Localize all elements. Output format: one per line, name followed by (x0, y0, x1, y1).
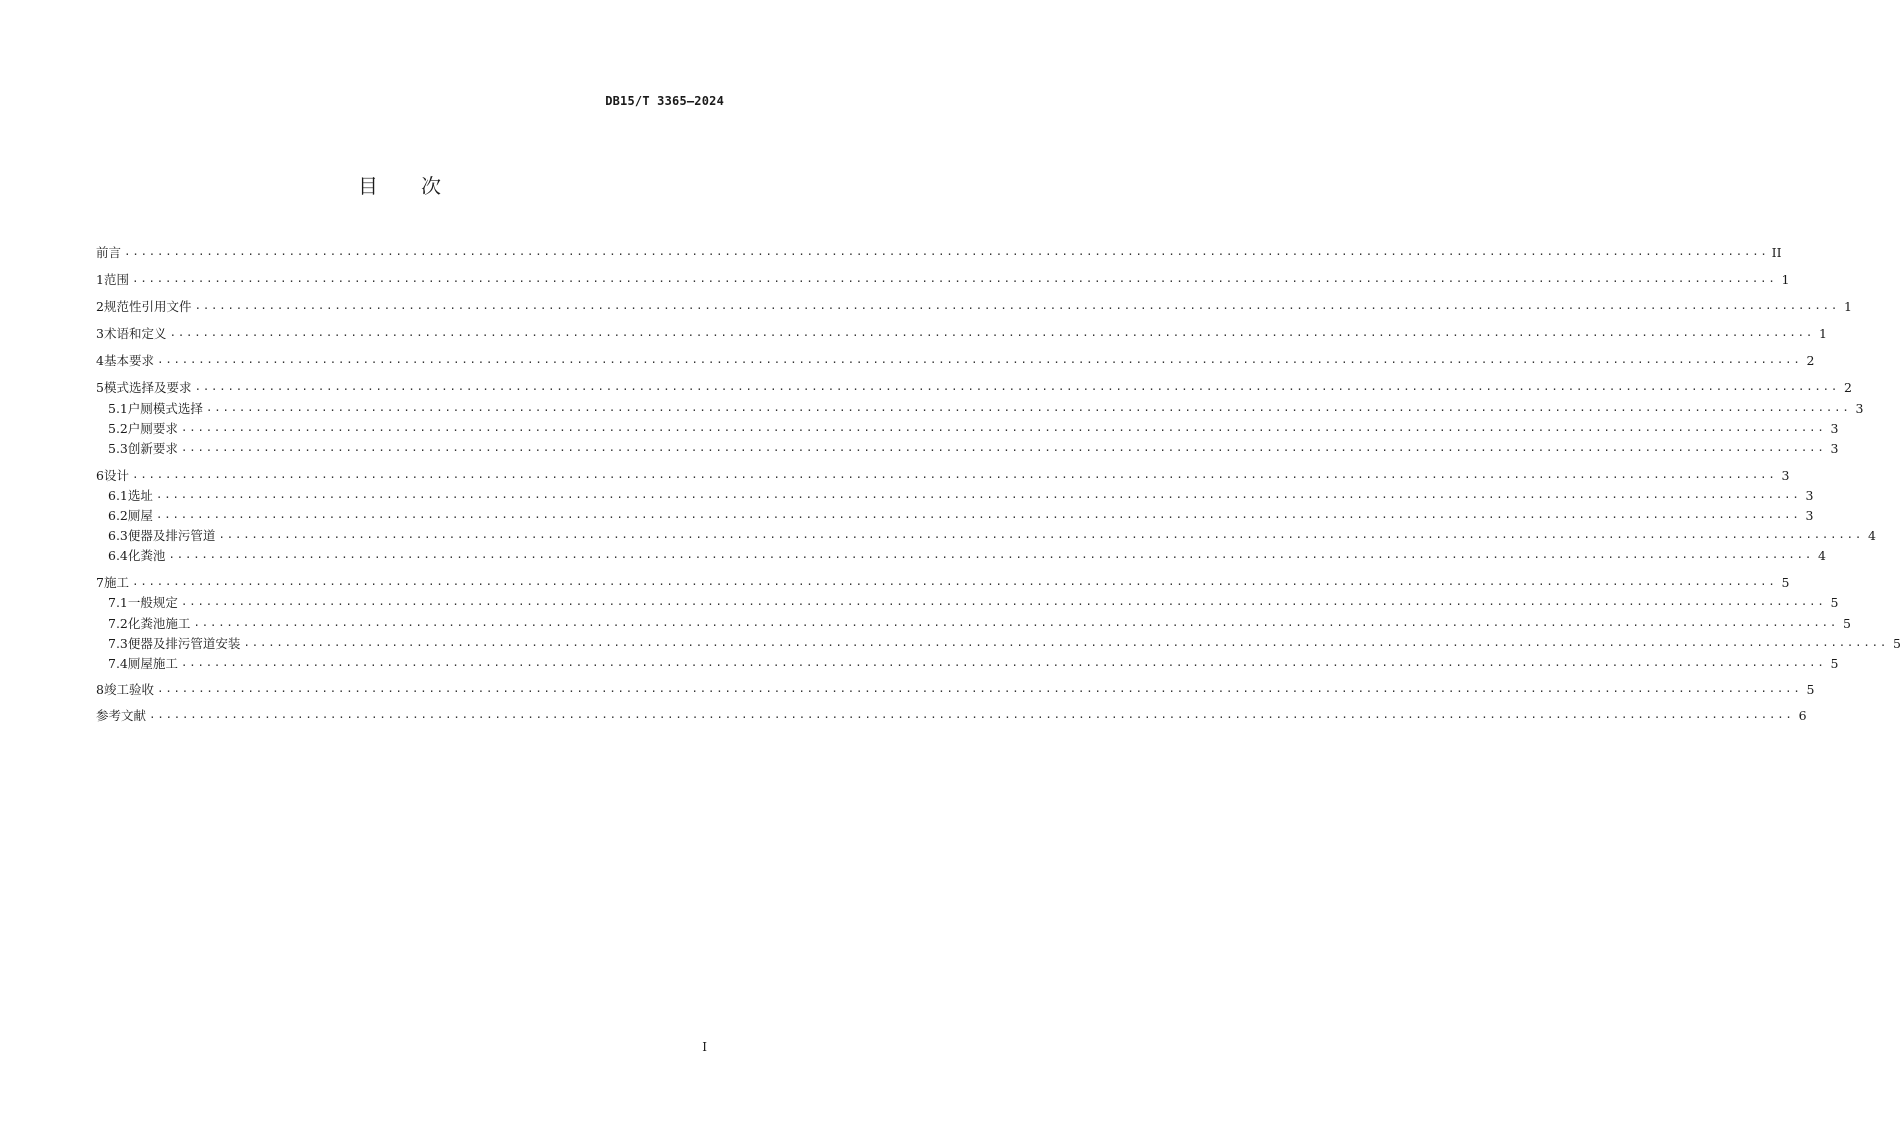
toc-leader-dots: ........................................................................................................................................................................................................ (149, 708, 1794, 721)
toc-entry-number: 7.3 (108, 635, 128, 651)
toc-entry-page: 3 (1781, 467, 1790, 483)
toc-entry-page: 5 (1781, 574, 1790, 590)
toc-entry-page: 2 (1844, 379, 1852, 395)
toc-entry-7-1[interactable] (108, 592, 1839, 612)
toc-leader-dots: ........................................................................................................................................................................................................ (156, 682, 1802, 695)
toc-title-part1: 目 (358, 174, 379, 198)
toc-entry-label: 基本要求 (103, 353, 154, 368)
toc-entry-page: II (1771, 244, 1782, 260)
toc-entry-label: 厕屋 (127, 508, 153, 523)
toc-entry-number: 5.1 (108, 400, 128, 416)
toc-entry-label: 竣工验收 (103, 682, 154, 697)
toc-entry-number: 1 (96, 271, 104, 287)
toc-leader-dots: ........................................................................................................................................................................................................ (194, 380, 1839, 393)
toc-entry-number: 3 (96, 325, 104, 341)
toc-entry-label: 术语和定义 (103, 326, 167, 341)
toc-entry-label: 创新要求 (127, 441, 178, 456)
toc-leader-dots: ........................................................................................................................................................................................................ (193, 616, 1838, 629)
toc-entry-6-2[interactable] (108, 505, 1814, 525)
toc-entry-6-3[interactable] (108, 525, 1876, 545)
toc-entry-page: 6 (1798, 707, 1807, 723)
toc-entry-label: 户厕要求 (127, 421, 178, 436)
toc-entry-8[interactable] (96, 679, 1815, 699)
toc-leader-dots: ........................................................................................................................................................................................................ (155, 488, 1801, 501)
toc-entry-5-1[interactable] (108, 398, 1864, 418)
toc-entry-2[interactable] (96, 296, 1852, 316)
toc-leader-dots: ........................................................................................................................................................................................................ (131, 272, 1777, 285)
toc-entry-number: 6.1 (108, 487, 128, 503)
toc-entry-number: 6.2 (108, 507, 128, 523)
toc-entry-0[interactable] (96, 242, 1782, 262)
toc-leader-dots: ........................................................................................................................................................................................................ (156, 353, 1802, 366)
toc-entry-number: 7.1 (108, 594, 128, 610)
toc-entry-7-3[interactable] (108, 633, 1901, 653)
toc-entry-label: 设计 (103, 468, 129, 483)
toc-entry-4[interactable] (96, 350, 1815, 370)
toc-leader-dots: ........................................................................................................................................................................................................ (218, 528, 1863, 541)
toc-entry-page: 3 (1830, 420, 1839, 436)
toc-leader-dots: ........................................................................................................................................................................................................ (131, 468, 1777, 481)
toc-entry-number: 5.2 (108, 420, 128, 436)
toc-entry-label: 便器及排污管道安装 (127, 636, 241, 651)
toc-entry-5[interactable] (96, 377, 1852, 397)
toc-entry-label: 前言 (96, 245, 122, 260)
toc-entry-label: 厕屋施工 (127, 656, 178, 671)
toc-entry-3[interactable] (96, 323, 1827, 343)
toc-entry-number: 4 (96, 352, 104, 368)
toc-entry-1[interactable] (96, 269, 1790, 289)
toc-entry-number: 6.4 (108, 547, 128, 563)
toc-entry-page: 5 (1842, 615, 1851, 631)
toc-entry-number: 7.4 (108, 655, 128, 671)
toc-title (0, 170, 800, 199)
document-code: DB15/T 3365—2024 (605, 94, 724, 108)
toc-leader-dots: ........................................................................................................................................................................................................ (243, 636, 1888, 649)
toc-entry-page: 4 (1817, 547, 1826, 563)
toc-entry-label: 化粪池 (127, 548, 166, 563)
toc-entry-page: 5 (1830, 594, 1839, 610)
toc-leader-dots: ........................................................................................................................................................................................................ (180, 441, 1826, 454)
toc-entry-5-3[interactable] (108, 438, 1839, 458)
toc-entry-page: 5 (1830, 655, 1839, 671)
toc-entry-number: 5.3 (108, 440, 128, 456)
toc-entry-page: 3 (1855, 400, 1864, 416)
toc-entry-label: 选址 (127, 488, 153, 503)
toc-entry-label: 范围 (103, 272, 129, 287)
toc-leader-dots: ........................................................................................................................................................................................................ (180, 595, 1826, 608)
toc-entry-page: 4 (1867, 527, 1876, 543)
toc-leader-dots: ........................................................................................................................................................................................................ (169, 326, 1814, 339)
toc-entry-6-4[interactable] (108, 545, 1826, 565)
toc-entry-number: 7 (96, 574, 104, 590)
toc-entry-page: 1 (1819, 325, 1827, 341)
toc-entry-7[interactable] (96, 572, 1790, 592)
toc-leader-dots: ........................................................................................................................................................................................................ (131, 575, 1777, 588)
toc-entry-number: 2 (96, 298, 104, 314)
toc-entry-number: 8 (96, 681, 104, 697)
toc-entry-7-2[interactable] (108, 613, 1851, 633)
toc-leader-dots: ........................................................................................................................................................................................................ (180, 421, 1826, 434)
toc-entry-6-1[interactable] (108, 485, 1814, 505)
toc-entry-number: 6.3 (108, 527, 128, 543)
toc-entry-20[interactable] (96, 705, 1807, 725)
toc-entry-number: 6 (96, 467, 104, 483)
toc-entry-label: 化粪池施工 (127, 616, 191, 631)
toc-entry-label: 规范性引用文件 (103, 299, 192, 314)
toc-entry-label: 便器及排污管道 (127, 528, 216, 543)
toc-title-part2: 次 (421, 174, 442, 198)
toc-entry-page: 3 (1805, 487, 1814, 503)
page-folio: I (702, 1040, 707, 1054)
toc-entry-label: 参考文献 (96, 708, 147, 723)
toc-entry-page: 5 (1806, 681, 1815, 697)
toc-entry-page: 1 (1781, 271, 1790, 287)
toc-entry-5-2[interactable] (108, 418, 1839, 438)
toc-leader-dots: ........................................................................................................................................................................................................ (124, 245, 1769, 258)
toc-entry-7-4[interactable] (108, 653, 1839, 673)
toc-entry-page: 3 (1830, 440, 1839, 456)
toc-entry-label: 一般规定 (127, 595, 178, 610)
toc-leader-dots: ........................................................................................................................................................................................................ (180, 656, 1826, 669)
toc-entry-page: 2 (1806, 352, 1815, 368)
toc-leader-dots: ........................................................................................................................................................................................................ (155, 508, 1801, 521)
toc-entry-label: 施工 (103, 575, 129, 590)
toc-entry-6[interactable] (96, 465, 1790, 485)
toc-entry-label: 户厕模式选择 (127, 401, 203, 416)
toc-leader-dots: ........................................................................................................................................................................................................ (205, 401, 1851, 414)
toc-entry-number: 7.2 (108, 615, 128, 631)
toc-entry-number: 5 (96, 379, 104, 395)
toc-entry-page: 1 (1844, 298, 1852, 314)
toc-entry-page: 5 (1892, 635, 1901, 651)
toc-leader-dots: ........................................................................................................................................................................................................ (194, 299, 1839, 312)
toc-entry-page: 3 (1805, 507, 1814, 523)
toc-entry-label: 模式选择及要求 (103, 380, 192, 395)
toc-leader-dots: ........................................................................................................................................................................................................ (168, 548, 1813, 561)
